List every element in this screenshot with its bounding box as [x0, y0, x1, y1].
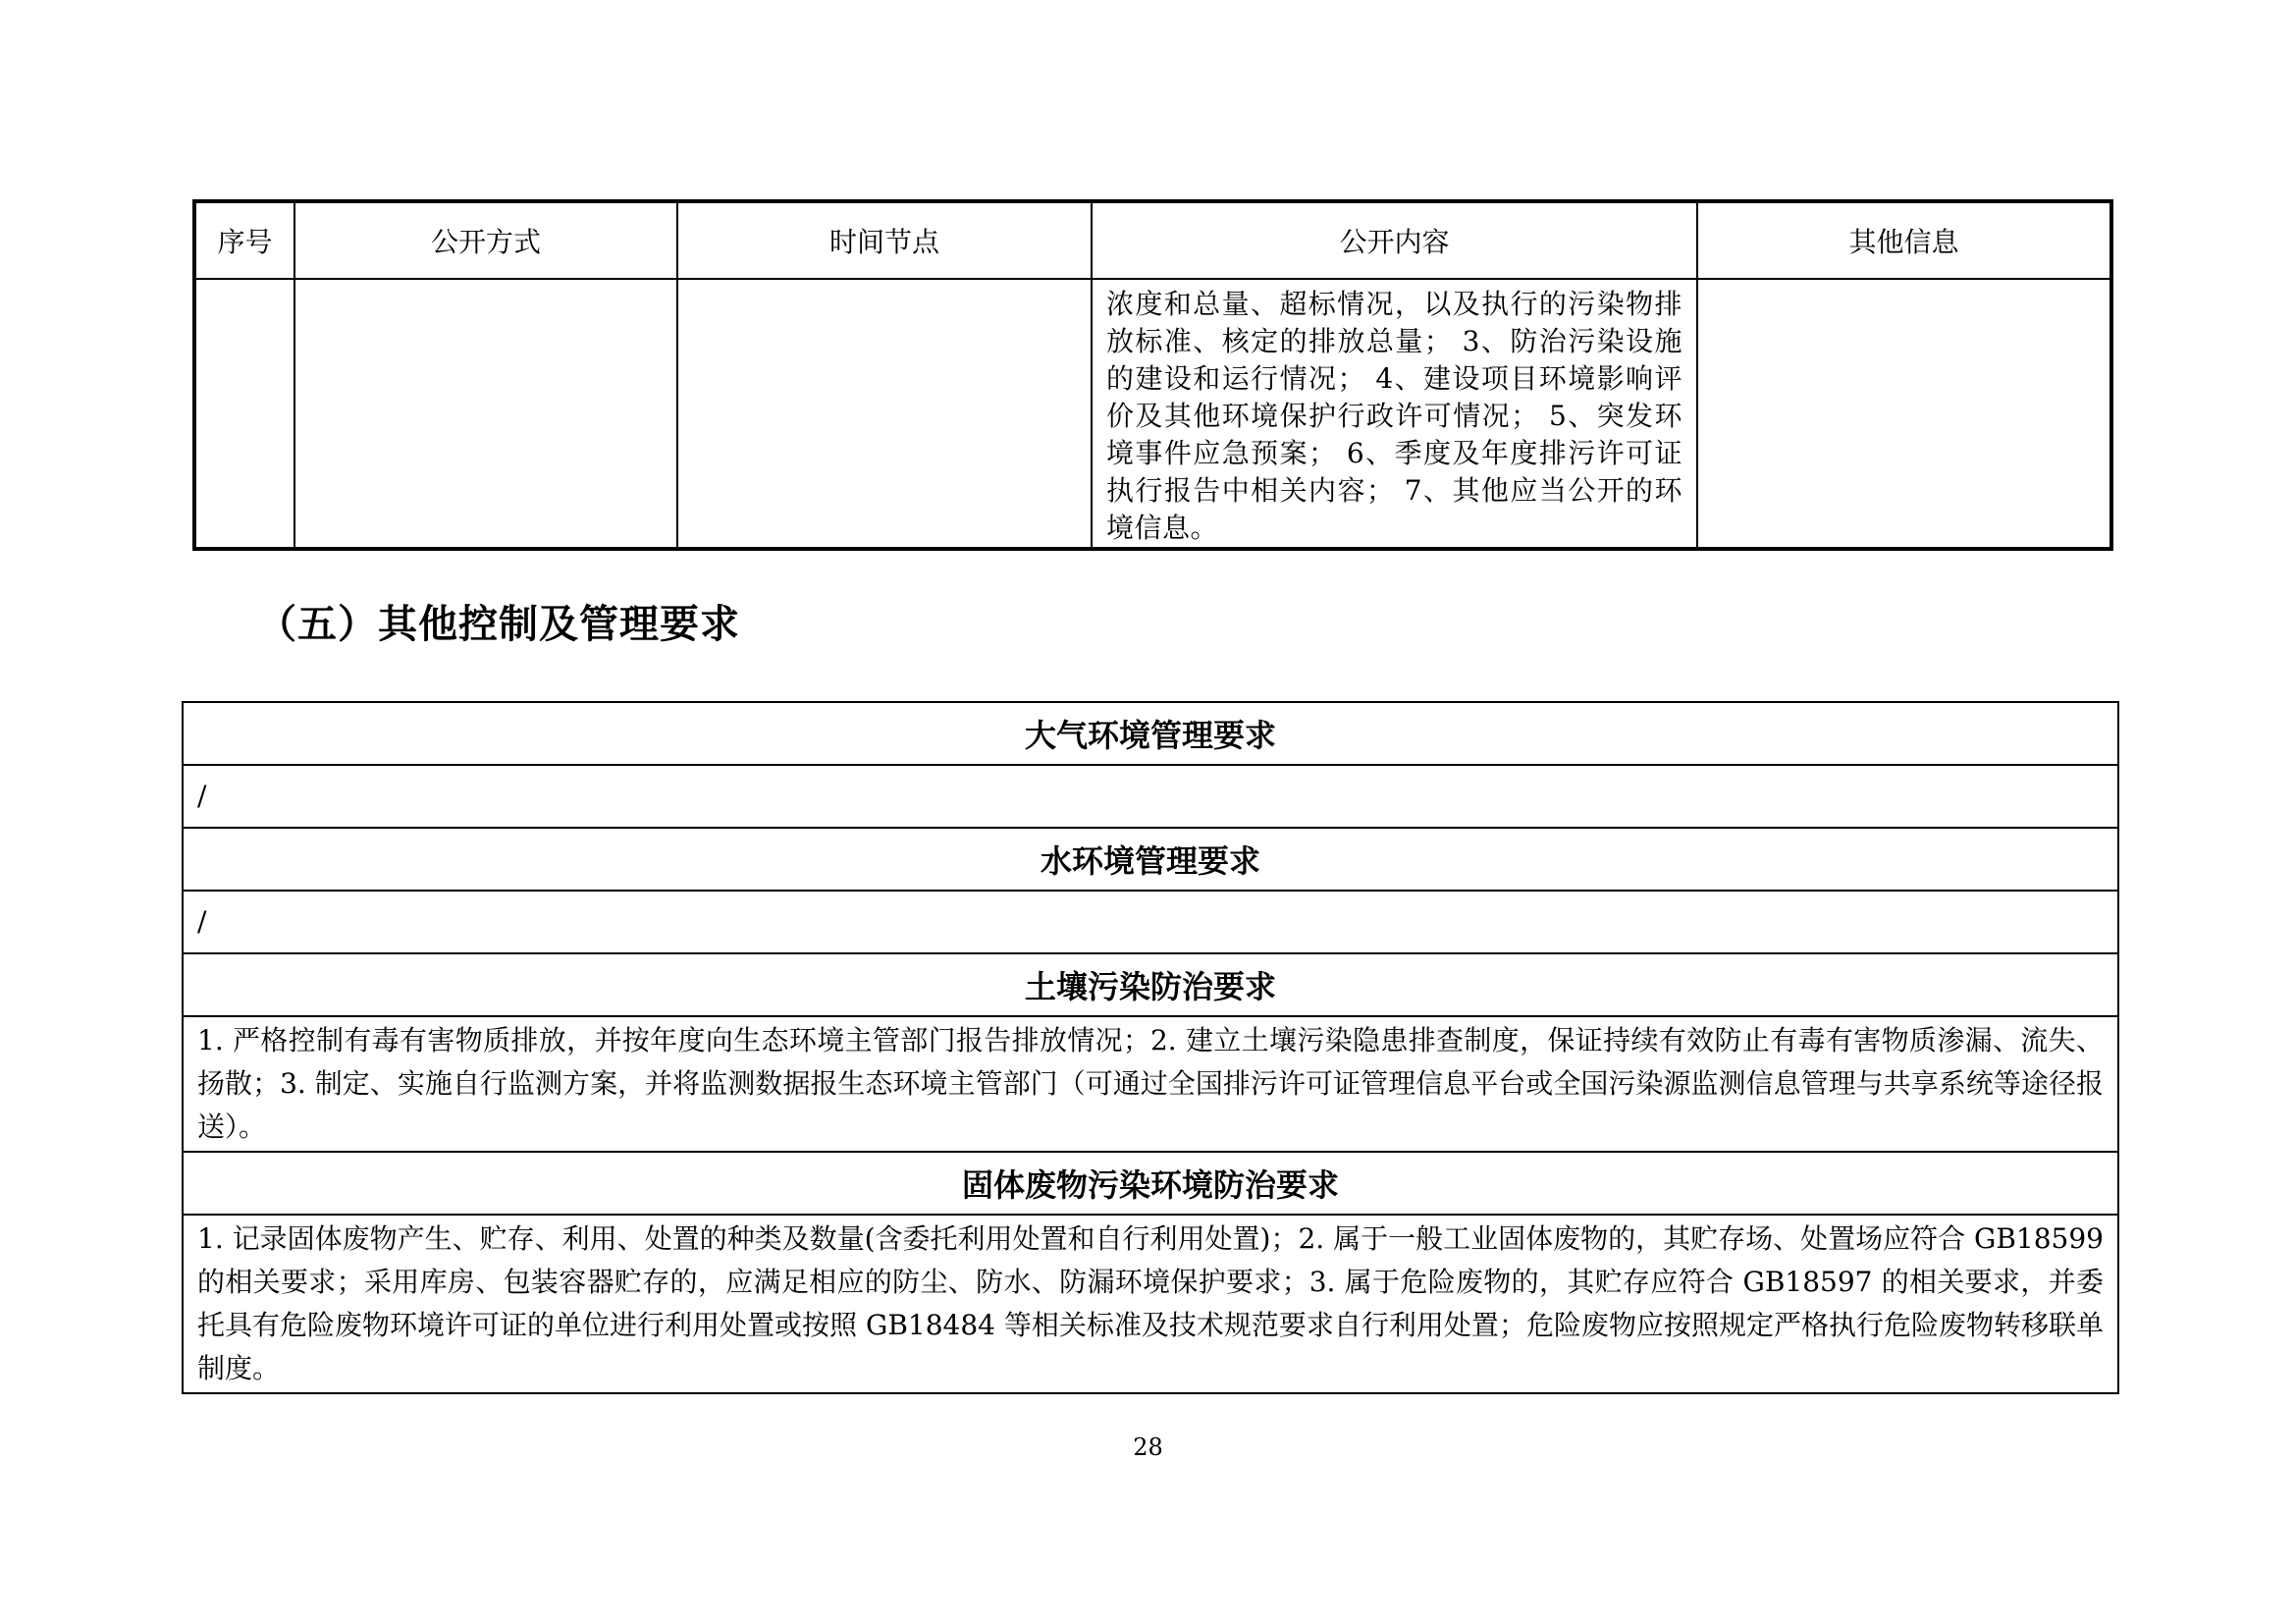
- air-requirements-title: 大气环境管理要求: [183, 702, 2118, 765]
- water-requirements-title: 水环境管理要求: [183, 828, 2118, 891]
- cell-content: 浓度和总量、超标情况，以及执行的污染物排放标准、核定的排放总量； 3、防治污染设施的建设和运行情况； 4、建设项目环境影响评价及其他环境保护行政许可情况； 5、突发环境事件应急预案； 6、季度及年度排污许可证执行报告中相关内容； 7、其他应当公开的环境信息。: [1092, 279, 1697, 549]
- solid-waste-requirements-body: 1. 记录固体废物产生、贮存、利用、处置的种类及数量(含委托利用处置和自行利用处置)；2. 属于一般工业固体废物的，其贮存场、处置场应符合 GB18599 的相关要求；采用库房、包装容器贮存的，应满足相应的防尘、防水、防漏环境保护要求；3. 属于危险废物的，其贮存应符合 GB18597 的相关要求，并委托具有危险废物环境许可证的单位进行利用处置或按照 GB18484 等相关标准及技术规范要求自行利用处置；危险废物应按照规定严格执行危险废物转移联单制度。: [183, 1215, 2118, 1393]
- header-other-info: 其他信息: [1697, 201, 2111, 279]
- cell-method: [294, 279, 677, 549]
- requirement-body-row: [183, 891, 2118, 953]
- requirement-body-row: [183, 1016, 2118, 1152]
- requirement-header-row: [183, 1152, 2118, 1215]
- requirement-body-row: [183, 1215, 2118, 1393]
- header-time-node: 时间节点: [677, 201, 1092, 279]
- table-header-row: [194, 201, 2111, 279]
- section-heading: （五）其他控制及管理要求: [257, 602, 740, 647]
- air-requirements-body: /: [183, 765, 2118, 828]
- water-requirements-body: /: [183, 891, 2118, 953]
- header-method: 公开方式: [294, 201, 677, 279]
- requirement-header-row: [183, 953, 2118, 1016]
- cell-other-info: [1697, 279, 2111, 549]
- soil-requirements-title: 土壤污染防治要求: [183, 953, 2118, 1016]
- table-row: [194, 279, 2111, 549]
- requirement-header-row: [183, 702, 2118, 765]
- solid-waste-requirements-title: 固体废物污染环境防治要求: [183, 1152, 2118, 1215]
- cell-index: [194, 279, 294, 549]
- header-content: 公开内容: [1092, 201, 1697, 279]
- requirement-body-row: [183, 765, 2118, 828]
- header-index: 序号: [194, 201, 294, 279]
- requirements-table: [182, 701, 2119, 1394]
- soil-requirements-body: 1. 严格控制有毒有害物质排放，并按年度向生态环境主管部门报告排放情况；2. 建立土壤污染隐患排查制度，保证持续有效防止有毒有害物质渗漏、流失、扬散；3. 制定、实施自行监测方案，并将监测数据报生态环境主管部门（可通过全国排污许可证管理信息平台或全国污染源监测信息管理与共享系统等途径报送）。: [183, 1016, 2118, 1152]
- disclosure-table: [192, 199, 2113, 551]
- cell-time-node: [677, 279, 1092, 549]
- page-number: 28: [1133, 1434, 1163, 1461]
- requirement-header-row: [183, 828, 2118, 891]
